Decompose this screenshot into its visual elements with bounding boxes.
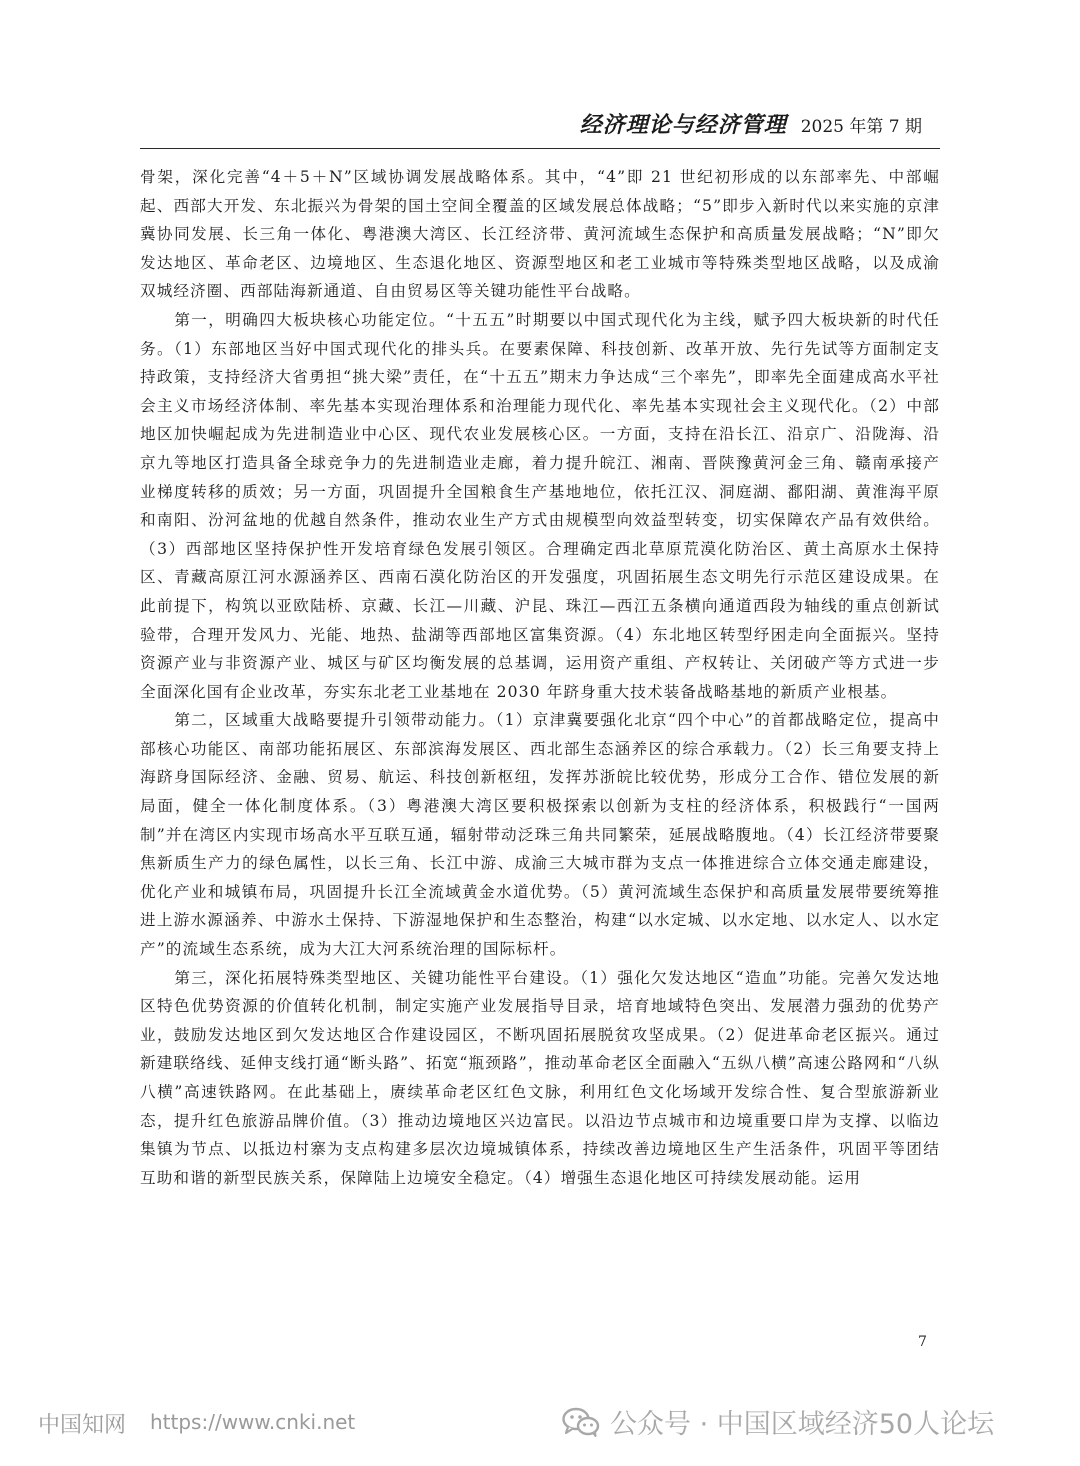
paragraph-second: 第二，区域重大战略要提升引领带动能力。（1）京津冀要强化北京“四个中心”的首都战略定位，提高中部核心功能区、南部功能拓展区、东部滨海发展区、西北部生态涵养区的综合承载力。（2）长三角要支持上海跻身国际经济、金融、贸易、航运、科技创新枢纽，发挥苏浙皖比较优势，形成分工合作、错位发展的新局面，健全一体化制度体系。（3）粤港澳大湾区要积极探索以创新为支柱的经济体系，积极践行“一国两制”并在湾区内实现市场高水平互联互通，辐射带动泛珠三角共同繁荣，延展战略腹地。（4）长江经济带要聚焦新质生产力的绿色属性，以长三角、长江中游、成渝三大城市群为支点一体推进综合立体交通走廊建设，优化产业和城镇布局，巩固提升长江全流域黄金水道优势。（5）黄河流域生态保护和高质量发展带要统筹推进上游水源涵养、中游水土保持、下游湿地保护和生态整治，构建“以水定城、以水定地、以水定人、以水定产”的流域生态系统，成为大江大河系统治理的国际标杆。 xyxy=(140,711,940,959)
header-rule xyxy=(140,148,940,149)
wechat-icon xyxy=(562,1407,600,1437)
paragraph-continued: 骨架，深化完善“4＋5＋N”区域协调发展战略体系。其中，“4”即 21 世纪初形成的以东部率先、中部崛起、西部大开发、东北振兴为骨架的国土空间全覆盖的区域发展总体战略；“5”即步入新时代以来实施的京津冀协同发展、长三角一体化、粤港澳大湾区、长江经济带、黄河流域生态保护和高质量发展战略；“N”即欠发达地区、革命老区、边境地区、生态退化地区、资源型地区和老工业城市等特殊类型地区战略，以及成渝双城经济圈、西部陆海新通道、自由贸易区等关键功能性平台战略。 xyxy=(140,168,940,301)
paragraph-first: 第一，明确四大板块核心功能定位。“十五五”时期要以中国式现代化为主线，赋予四大板块新的时代任务。（1）东部地区当好中国式现代化的排头兵。在要素保障、科技创新、改革开放、先行先试等方面制定支持政策，支持经济大省勇担“挑大梁”责任，在“十五五”期末力争达成“三个率先”，即率先全面建成高水平社会主义市场经济体制、率先基本实现治理体系和治理能力现代化、率先基本实现社会主义现代化。（2）中部地区加快崛起成为先进制造业中心区、现代农业发展核心区。一方面，支持在沿长江、沿京广、沿陇海、沿京九等地区打造具备全球竞争力的先进制造业走廊，着力提升皖江、湘南、晋陕豫黄河金三角、赣南承接产业梯度转移的质效；另一方面，巩固提升全国粮食生产基地地位，依托江汉、洞庭湖、鄱阳湖、黄淮海平原和南阳、汾河盆地的优越自然条件，推动农业生产方式由规模型向效益型转变，切实保障农产品有效供给。（3）西部地区坚持保护性开发培育绿色发展引领区。合理确定西北草原荒漠化防治区、黄土高原水土保持区、青藏高原江河水源涵养区、西南石漠化防治区的开发强度，巩固拓展生态文明先行示范区建设成果。在此前提下，构筑以亚欧陆桥、京藏、长江—川藏、沪昆、珠江—西江五条横向通道西段为轴线的重点创新试验带，合理开发风力、光能、地热、盐湖等西部地区富集资源。（4）东北地区转型纾困走向全面振兴。坚持资源产业与非资源产业、城区与矿区均衡发展的总基调，运用资产重组、产权转让、关闭破产等方式进一步全面深化国有企业改革，夯实东北老工业基地在 2030 年跻身重大技术装备战略基地的新质产业根基。 xyxy=(140,310,940,701)
wechat-watermark xyxy=(562,1402,994,1441)
page-number: 7 xyxy=(918,1334,927,1350)
issue-number: 2025 年第 7 期 xyxy=(800,117,922,137)
article-body xyxy=(140,163,940,1192)
cnki-url-watermark: https://www.cnki.net xyxy=(150,1410,356,1434)
cnki-watermark: 中国知网 xyxy=(38,1413,127,1438)
journal-name: 经济理论与经济管理 xyxy=(579,112,787,138)
running-header xyxy=(580,108,922,139)
paragraph-third: 第三，深化拓展特殊类型地区、关键功能性平台建设。（1）强化欠发达地区“造血”功能。完善欠发达地区特色优势资源的价值转化机制，制定实施产业发展指导目录，培育地域特色突出、发展潜力强劲的优势产业，鼓励发达地区到欠发达地区合作建设园区，不断巩固拓展脱贫攻坚成果。（2）促进革命老区振兴。通过新建联络线、延伸支线打通“断头路”、拓宽“瓶颈路”，推动革命老区全面融入“五纵八横”高速公路网和“八纵八横”高速铁路网。在此基础上，赓续革命老区红色文脉，利用红色文化场域开发综合性、复合型旅游新业态，提升红色旅游品牌价值。（3）推动边境地区兴边富民。以沿边节点城市和边境重要口岸为支撑、以临边集镇为节点、以抵边村寨为支点构建多层次边境城镇体系，持续改善边境地区生产生活条件，巩固平等团结互助和谐的新型民族关系，保障陆上边境安全稳定。（4）增强生态退化地区可持续发展动能。运用 xyxy=(140,968,940,1187)
wechat-watermark-text: 公众号 · 中国区域经济50人论坛 xyxy=(610,1409,995,1440)
